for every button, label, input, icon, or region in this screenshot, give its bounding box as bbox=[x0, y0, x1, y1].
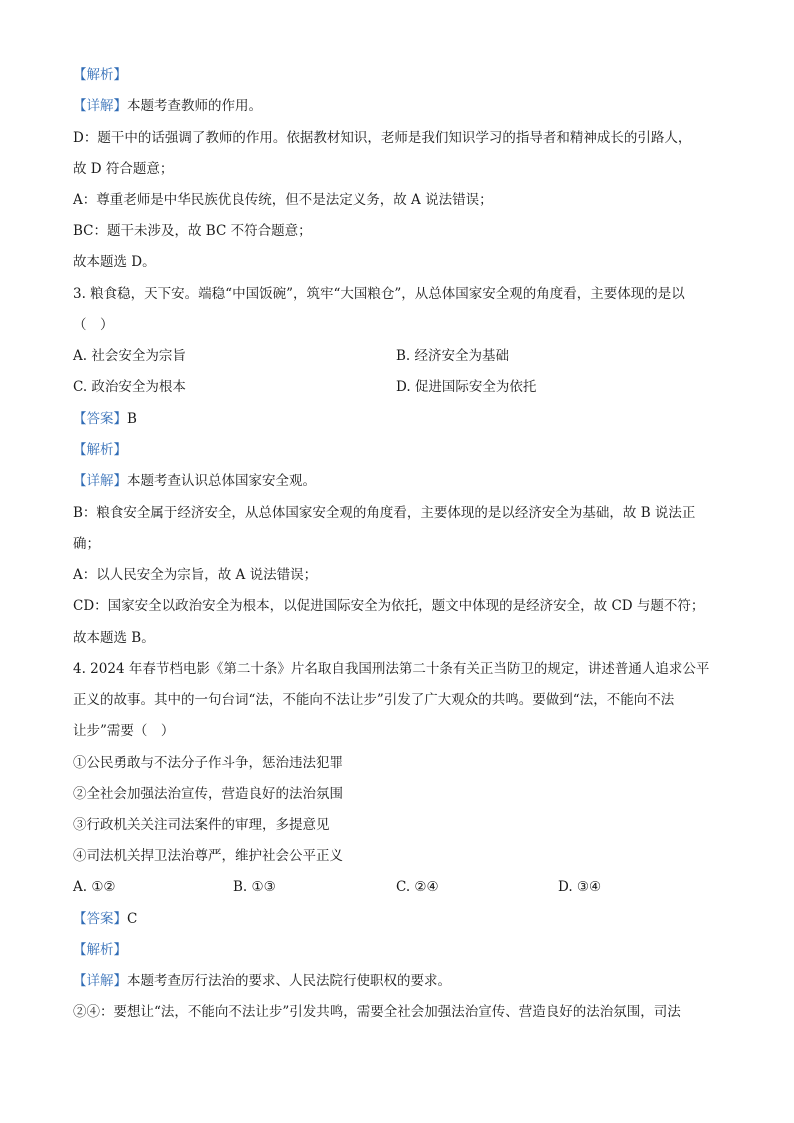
question-3-blank: （ ） bbox=[73, 317, 114, 333]
q4-item: ②全社会加强法治宣传，营造良好的法治氛围 bbox=[73, 786, 343, 802]
explanation-line: 故本题选 B。 bbox=[73, 630, 155, 646]
detail-tag: 【详解】 bbox=[73, 973, 127, 989]
q3-option-c: C. 政治安全为根本 bbox=[73, 379, 186, 395]
explanation-line: 故本题选 D。 bbox=[73, 254, 156, 270]
question-4-stem: 正义的故事。其中的一句台词“法，不能向不法让步”引发了广大观众的共鸣。要做到“法，不能向不法 bbox=[73, 692, 675, 708]
explanation-line: CD：国家安全以政治安全为根本，以促进国际安全为依托，题文中体现的是经济安全，故 CD 与题不符； bbox=[73, 598, 705, 614]
q4-analysis-heading: 【解析】 bbox=[73, 942, 127, 958]
q4-item: ①公民勇敢与不法分子作斗争，惩治违法犯罪 bbox=[73, 755, 343, 771]
answer-tag: 【答案】 bbox=[73, 911, 127, 927]
q4-option-b: B. ①③ bbox=[233, 879, 276, 895]
q3-option-d: D. 促进国际安全为依托 bbox=[396, 379, 537, 395]
q3-answer bbox=[73, 409, 137, 429]
answer-tag: 【答案】 bbox=[73, 411, 127, 427]
q3-analysis-heading: 【解析】 bbox=[73, 442, 127, 458]
q4-item: ④司法机关捍卫法治尊严，维护社会公平正义 bbox=[73, 848, 343, 864]
q3-option-a: A. 社会安全为宗旨 bbox=[73, 348, 186, 364]
explanation-line: BC：题干未涉及，故 BC 不符合题意； bbox=[73, 223, 312, 239]
question-3-stem: 3. 粮食稳，天下安。端稳“中国饭碗”，筑牢“大国粮仓”，从总体国家安全观的角度看，主要体现的是以 bbox=[73, 286, 685, 302]
q4-option-d: D. ③④ bbox=[558, 879, 602, 895]
explanation-line: 确； bbox=[73, 536, 100, 552]
detail-text: 本题考查厉行法治的要求、人民法院行使职权的要求。 bbox=[127, 973, 451, 989]
q4-detail-line bbox=[73, 971, 451, 991]
explanation-line: 故 D 符合题意； bbox=[73, 161, 174, 177]
q4-answer bbox=[73, 909, 137, 929]
q4-option-a: A. ①② bbox=[73, 879, 116, 895]
analysis-heading: 【解析】 bbox=[73, 67, 127, 83]
answer-value: B bbox=[127, 411, 137, 427]
question-4-stem: 4. 2024 年春节档电影《第二十条》片名取自我国刑法第二十条有关正当防卫的规定，讲述普通人追求公平 bbox=[73, 661, 710, 677]
answer-value: C bbox=[127, 911, 138, 927]
q4-item: ③行政机关关注司法案件的审理，多提意见 bbox=[73, 817, 330, 833]
explanation-line: B：粮食安全属于经济安全，从总体国家安全观的角度看，主要体现的是以经济安全为基础，故 B 说法正 bbox=[73, 505, 696, 521]
detail-text: 本题考查认识总体国家安全观。 bbox=[127, 473, 316, 489]
detail-text: 本题考查教师的作用。 bbox=[127, 98, 262, 114]
q4-option-c: C. ②④ bbox=[396, 879, 439, 895]
q3-option-b: B. 经济安全为基础 bbox=[396, 348, 510, 364]
question-4-stem: 让步”需要（ ） bbox=[73, 723, 175, 739]
detail-line bbox=[73, 96, 262, 116]
detail-tag: 【详解】 bbox=[73, 98, 127, 114]
q3-detail-line bbox=[73, 471, 316, 491]
explanation-line: A：以人民安全为宗旨，故 A 说法错误； bbox=[73, 567, 318, 583]
explanation-line: ②④：要想让“法，不能向不法让步”引发共鸣，需要全社会加强法治宣传、营造良好的法治氛围，司法 bbox=[73, 1004, 681, 1020]
detail-tag: 【详解】 bbox=[73, 473, 127, 489]
explanation-line: A：尊重老师是中华民族优良传统，但不是法定义务，故 A 说法错误； bbox=[73, 192, 493, 208]
explanation-line: D：题干中的话强调了教师的作用。依据教材知识，老师是我们知识学习的指导者和精神成长的引路人， bbox=[73, 130, 692, 146]
